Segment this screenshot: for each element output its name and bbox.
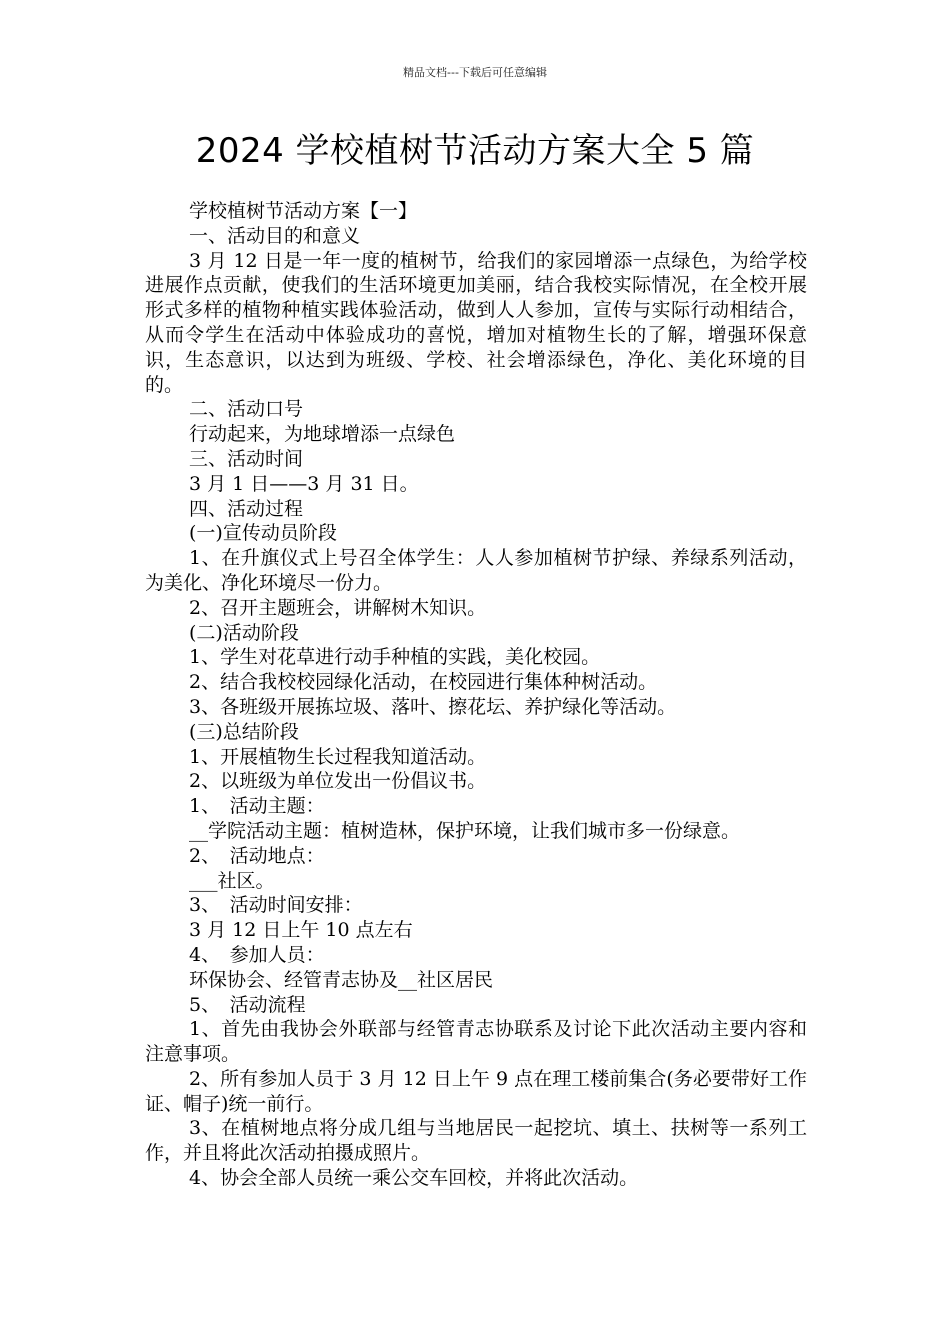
list-item: 4、 参加人员： [189,943,325,966]
subsection-heading: 三、活动时间 [189,447,304,470]
list-item: 2、 活动地点： [189,844,325,867]
stage-heading: (一)宣传动员阶段 [189,522,337,545]
paragraph: __学院活动主题：植树造林，保护环境，让我们城市多一份绿意。 [189,819,741,842]
paragraph: 3 月 12 日上午 10 点左右 [189,919,413,942]
paragraph: 环保协会、经管青志协及__社区居民 [189,968,494,991]
paragraph: 行动起来，为地球增添一点绿色 [189,423,456,446]
subsection-heading: 一、活动目的和意义 [189,224,361,247]
list-item: 3、在植树地点将分成几组与当地居民一起挖坑、填土、扶树等一系列工作，并且将此次活动拍摄成照片。 [145,1117,807,1165]
list-item: 1、在升旗仪式上号召全体学生：人人参加植树节护绿、养绿系列活动，为美化、净化环境尽一份力。 [145,547,807,594]
list-item: 2、以班级为单位发出一份倡议书。 [189,770,487,793]
list-item: 1、开展植物生长过程我知道活动。 [189,745,487,768]
paragraph: ___社区。 [189,869,275,892]
page-title: 2024 学校植树节活动方案大全 5 篇 [195,131,755,171]
list-item: 4、协会全部人员统一乘公交车回校，并将此次活动。 [189,1167,639,1190]
subsection-heading: 二、活动口号 [189,398,304,421]
section-heading: 学校植树节活动方案【一】 [189,200,418,222]
document-body [145,199,807,1191]
list-item: 5、 活动流程 [189,993,306,1016]
list-item: 1、 活动主题： [189,795,325,818]
list-item: 2、结合我校校园绿化活动，在校园进行集体种树活动。 [189,671,658,694]
paragraph: 3 月 12 日是一年一度的植树节，给我们的家园增添一点绿色，为给学校进展作点贡献，使我们的生活环境更加美丽，结合我校实际情况，在全校开展形式多样的植物种植实践体验活动，做到人人参加，宣传与实际行动相结合，从而令学生在活动中体验成功的喜悦，增加对植物生长的了解，增强环保意识，生态意识，以达到为班级、学校、社会增添绿色，净化、美化环境的目的。 [145,249,807,396]
subsection-heading: 四、活动过程 [189,497,304,520]
header-note: 精品文档---下载后可任意编辑 [403,66,547,79]
list-item: 3、 活动时间安排： [189,894,363,917]
list-item: 3、各班级开展拣垃圾、落叶、擦花坛、养护绿化等活动。 [189,695,677,718]
list-item: 2、所有参加人员于 3 月 12 日上午 9 点在理工楼前集合(务必要带好工作证、帽子)统一前行。 [145,1067,807,1115]
list-item: 1、首先由我协会外联部与经管青志协联系及讨论下此次活动主要内容和注意事项。 [145,1018,807,1066]
list-item: 2、召开主题班会，讲解树木知识。 [189,596,487,619]
stage-heading: (二)活动阶段 [189,621,299,644]
list-item: 1、学生对花草进行动手种植的实践，美化校园。 [189,646,601,669]
stage-heading: (三)总结阶段 [189,720,299,743]
paragraph: 3 月 1 日——3 月 31 日。 [189,472,419,495]
